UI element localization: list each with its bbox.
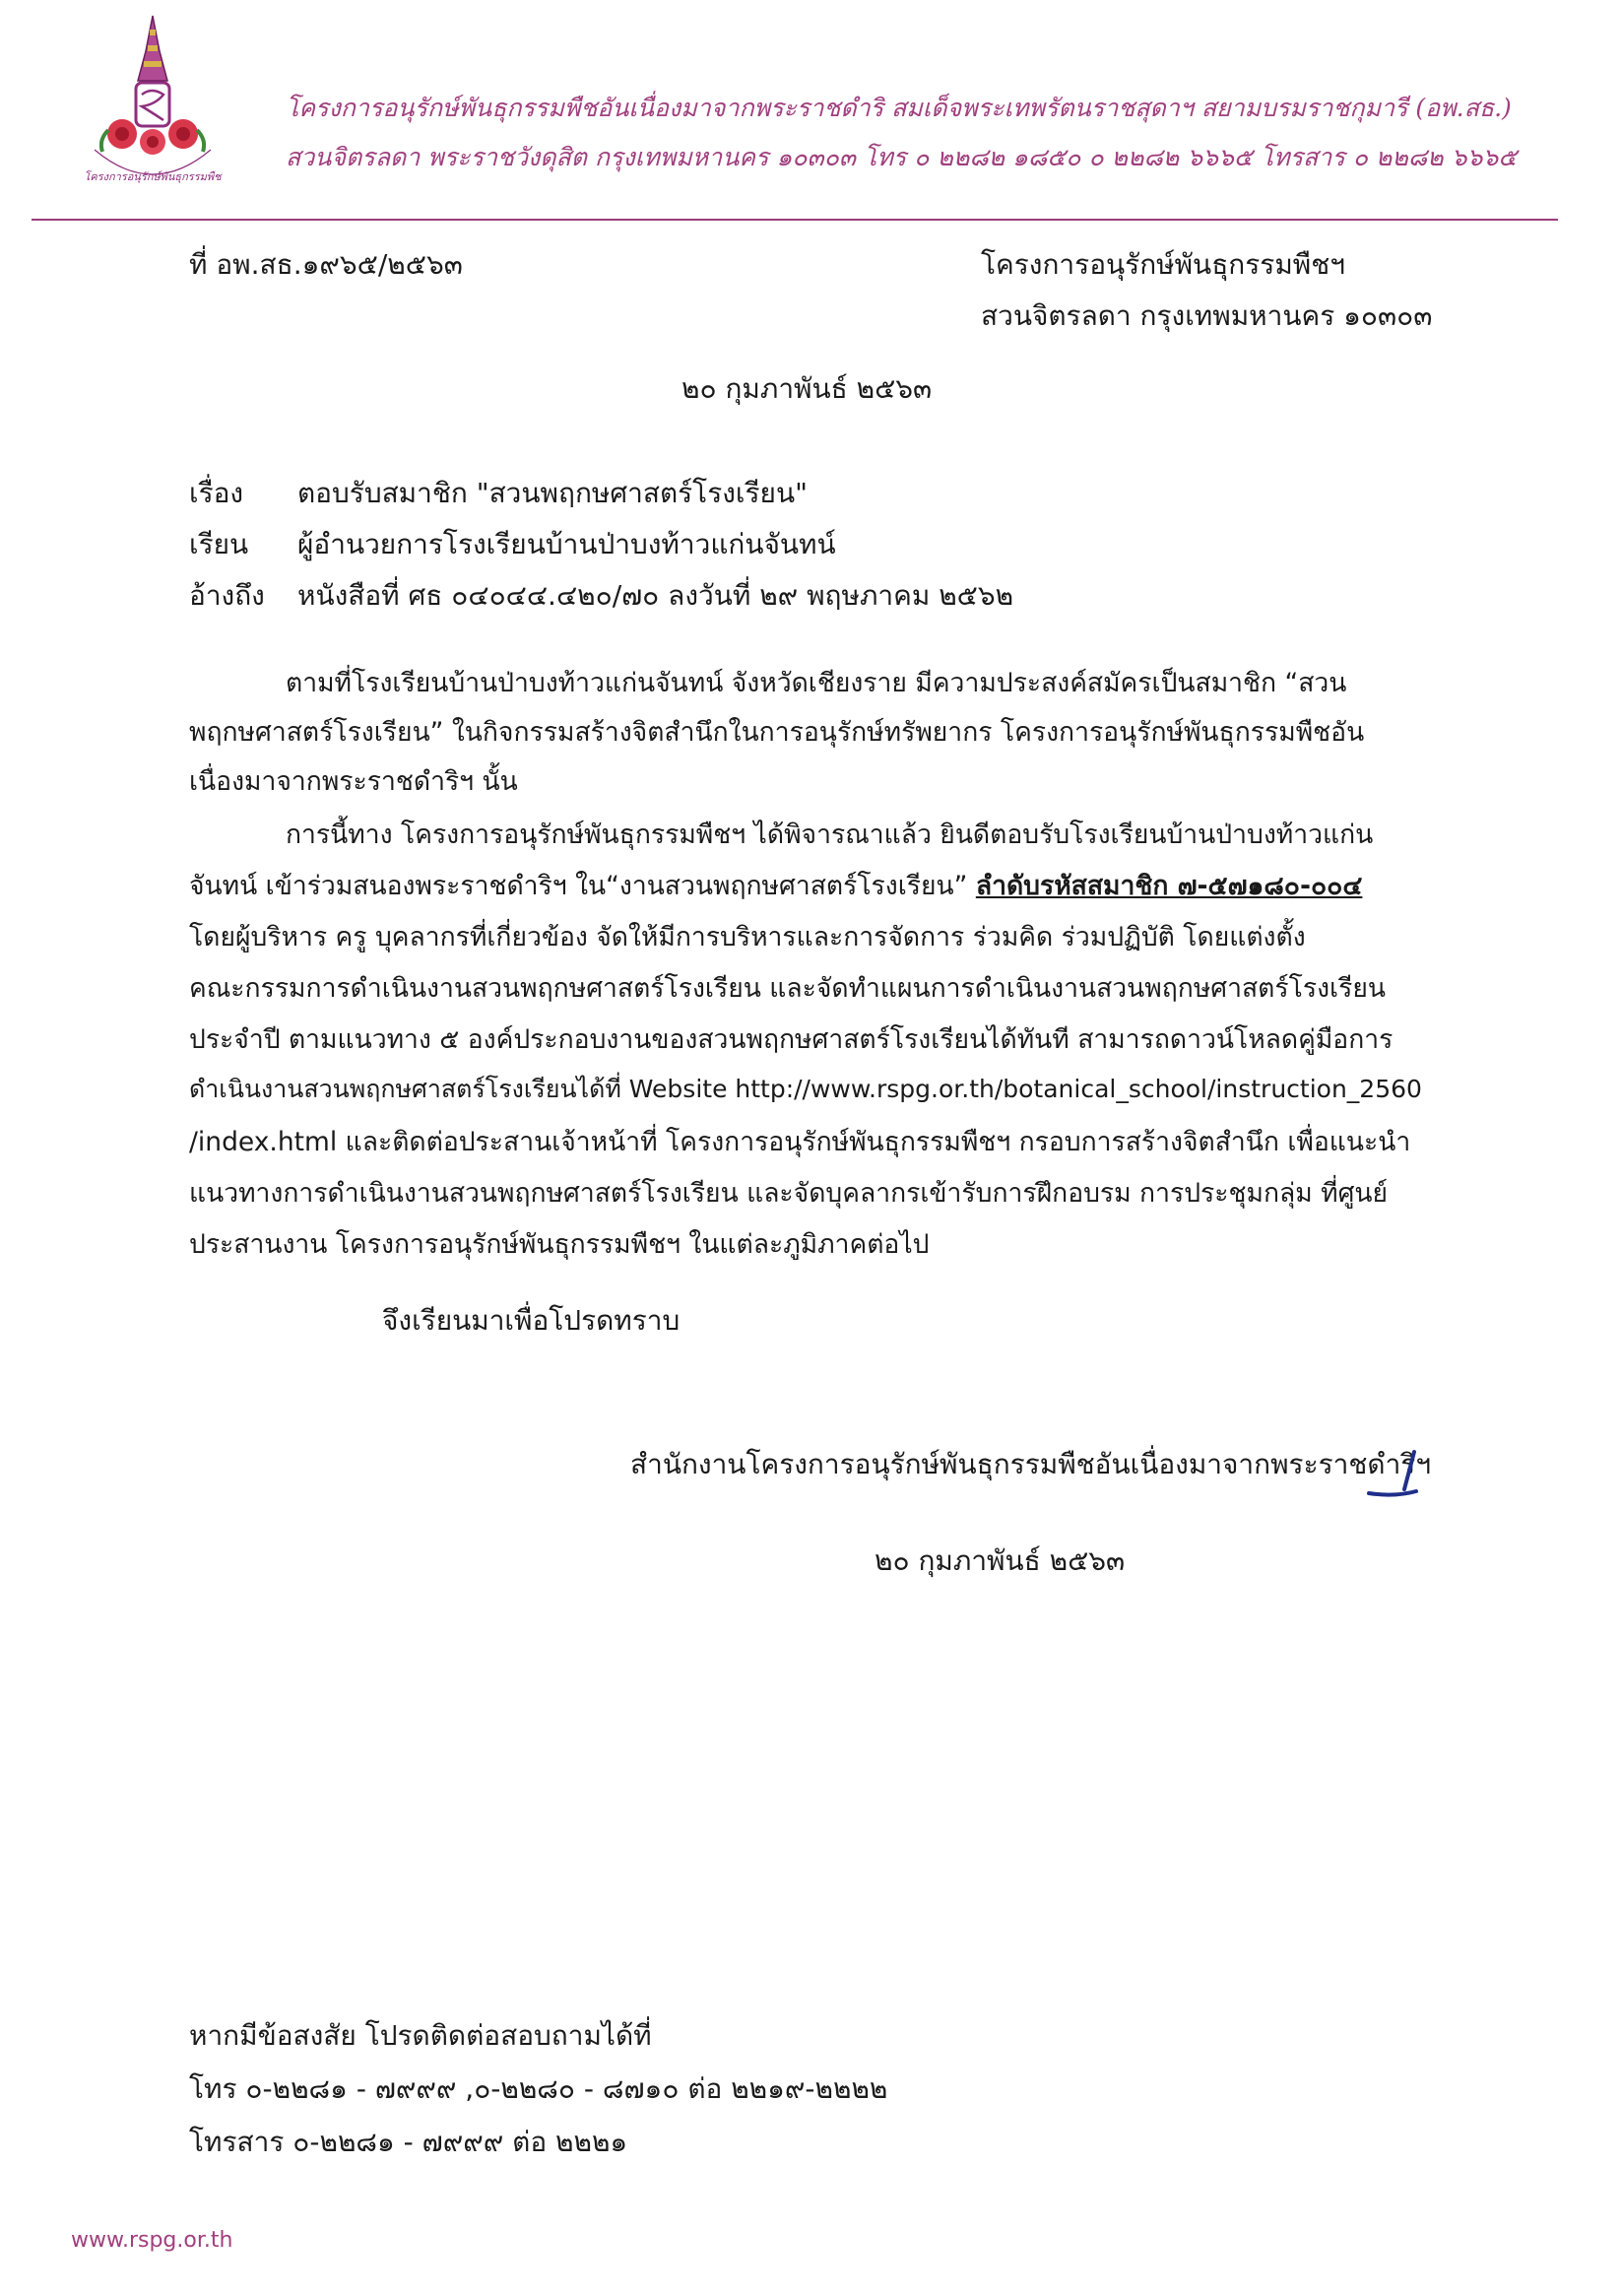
contact-intro: หากมีข้อสงสัย โปรดติดต่อสอบถามได้ที่ xyxy=(189,2019,652,2052)
letterhead-divider xyxy=(32,219,1558,221)
recipient-text: ผู้อำนวยการโรงเรียนบ้านป่าบงท้าวแก่นจันทน์ xyxy=(297,528,836,560)
footer-website: www.rspg.or.th xyxy=(71,2228,233,2253)
paragraph-2-line-2 xyxy=(189,865,1362,906)
reference-label: อ้างถึง xyxy=(189,579,265,612)
paragraph-1-line-3: เนื่องมาจากพระราชดำริฯ นั้น xyxy=(189,766,518,797)
sender-name: โครงการอนุรักษ์พันธุกรรมพืชฯ xyxy=(981,248,1345,281)
sender-address: สวนจิตรลดา กรุงเทพมหานคร ๑๐๓๐๓ xyxy=(981,299,1433,332)
recipient-label: เรียน xyxy=(189,528,249,560)
reference-number: ที่ อพ.สธ.๑๙๖๕/๒๕๖๓ xyxy=(189,248,463,281)
signature-mark-icon xyxy=(1365,1446,1424,1501)
logo-caption: โครงการอนุรักษ์พันธุกรรมพืช xyxy=(84,170,222,183)
crown-emblem-icon xyxy=(79,12,227,189)
signature-office: สำนักงานโครงการอนุรักษ์พันธุกรรมพืชอันเนื่องมาจากพระราชดำริฯ xyxy=(630,1448,1432,1480)
paragraph-2-line-6: ดำเนินงานสวนพฤกษศาสตร์โรงเรียนได้ที่ Website http://www.rspg.or.th/botanical_school/instruction_2560 xyxy=(189,1075,1422,1103)
signature-date: ๒๐ กุมภาพันธ์ ๒๕๖๓ xyxy=(875,1544,1126,1577)
closing-text: จึงเรียนมาเพื่อโปรดทราบ xyxy=(382,1304,681,1337)
paragraph-2-line-2-text: จันทน์ เข้าร่วมสนองพระราชดำริฯ ใน“งานสวนพฤกษศาสตร์โรงเรียน” xyxy=(189,871,976,901)
paragraph-2-line-1: การนี้ทาง โครงการอนุรักษ์พันธุกรรมพืชฯ ได้พิจารณาแล้ว ยินดีตอบรับโรงเรียนบ้านป่าบงท้าวแก่น xyxy=(286,820,1374,850)
subject-label: เรื่อง xyxy=(189,477,244,509)
contact-phone: โทร ๐-๒๒๘๑ - ๗๙๙๙ ,๐-๒๒๘๐ - ๘๗๑๐ ต่อ ๒๒๑๙-๒๒๒๒ xyxy=(189,2072,888,2105)
paragraph-2-line-7: /index.html และติดต่อประสานเจ้าหน้าที่ โครงการอนุรักษ์พันธุกรรมพืชฯ กรอบการสร้างจิตสำนึก เพื่อแนะนำ xyxy=(189,1127,1411,1157)
paragraph-2-line-3: โดยผู้บริหาร ครู บุคลากรที่เกี่ยวข้อง จัดให้มีการบริหารและการจัดการ ร่วมคิด ร่วมปฏิบัติ โดยแต่งตั้ง xyxy=(189,922,1306,952)
paragraph-1-line-1: ตามที่โรงเรียนบ้านป่าบงท้าวแก่นจันทน์ จังหวัดเชียงราย มีความประสงค์สมัครเป็นสมาชิก “สวน xyxy=(286,668,1347,698)
paragraph-2-line-9: ประสานงาน โครงการอนุรักษ์พันธุกรรมพืชฯ ในแต่ละภูมิภาคต่อไป xyxy=(189,1229,930,1260)
paragraph-2-line-8: แนวทางการดำเนินงานสวนพฤกษศาสตร์โรงเรียน และจัดบุคลากรเข้ารับการฝึกอบรม การประชุมกลุ่ม ที่ศูนย์ xyxy=(189,1178,1389,1209)
subject-text: ตอบรับสมาชิก "สวนพฤกษศาสตร์โรงเรียน" xyxy=(297,477,808,509)
paragraph-1-line-2: พฤกษศาสตร์โรงเรียน” ในกิจกรรมสร้างจิตสำนึกในการอนุรักษ์ทรัพยากร โครงการอนุรักษ์พันธุกรรมพืชอัน xyxy=(189,717,1365,748)
contact-fax: โทรสาร ๐-๒๒๘๑ - ๗๙๙๙ ต่อ ๒๒๒๑ xyxy=(189,2126,628,2158)
paragraph-2-line-4: คณะกรรมการดำเนินงานสวนพฤกษศาสตร์โรงเรียน และจัดทำแผนการดำเนินงานสวนพฤกษศาสตร์โรงเรียน xyxy=(189,973,1386,1004)
reference-text: หนังสือที่ ศธ ๐๔๐๔๔.๔๒๐/๗๐ ลงวันที่ ๒๙ พฤษภาคม ๒๕๖๒ xyxy=(297,579,1014,612)
letterhead-line-2: สวนจิตรลดา พระราชวังดุสิต กรุงเทพมหานคร ๑๐๓๐๓ โทร ๐ ๒๒๘๒ ๑๘๕๐ ๐ ๒๒๘๒ ๖๖๖๕ โทรสาร ๐ ๒๒๘๒ ๖๖๖๕ xyxy=(286,143,1518,171)
member-code: ลำดับรหัสสมาชิก ๗-๕๗๑๘๐-๐๐๔ xyxy=(975,871,1363,901)
letter-date: ๒๐ กุมภาพันธ์ ๒๕๖๓ xyxy=(681,372,933,405)
organization-logo xyxy=(79,12,227,189)
letterhead-line-1: โครงการอนุรักษ์พันธุกรรมพืชอันเนื่องมาจากพระราชดำริ สมเด็จพระเทพรัตนราชสุดาฯ สยามบรมราชกุมารี (อพ.สธ.) xyxy=(286,94,1512,122)
paragraph-2-line-5: ประจำปี ตามแนวทาง ๕ องค์ประกอบงานของสวนพฤกษศาสตร์โรงเรียนได้ทันที สามารถดาวน์โหลดคู่มือการ xyxy=(189,1024,1394,1055)
